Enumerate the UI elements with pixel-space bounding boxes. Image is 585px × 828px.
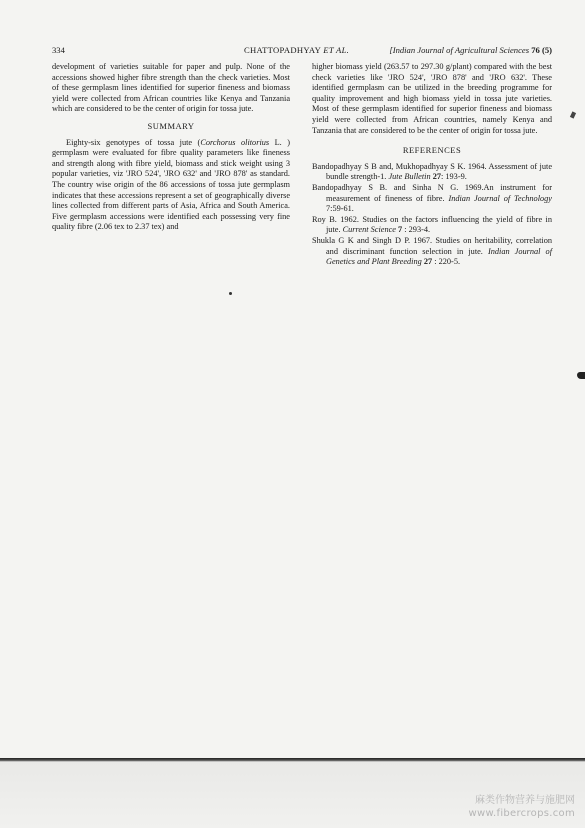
- summary-paragraph: [52, 138, 290, 233]
- species-name: Corchorus olitorius: [200, 137, 270, 147]
- et-al: ET AL.: [323, 45, 350, 55]
- reference-volume: 27: [423, 257, 433, 267]
- reference-pages: : 293-4.: [402, 225, 431, 235]
- reference-journal: Indian Journal of Genetics and Plant Breeding: [326, 246, 553, 267]
- reference-volume: 27: [432, 172, 441, 182]
- running-authors: [244, 44, 349, 56]
- page-header: [52, 44, 552, 56]
- reference-pages: : 220-5.: [432, 257, 461, 267]
- reference-journal: Jute Bulletin: [388, 172, 431, 182]
- reference-pages: 7:59-61.: [326, 204, 354, 214]
- reference-text: Bandopadhyay S B. and Sinha N G. 1969.An instrument for measurement of fineness of fibre.: [312, 182, 552, 203]
- reference-item: [312, 215, 552, 236]
- summary-text-a: Eighty-six genotypes of tossa jute (: [66, 137, 201, 147]
- references-heading: REFERENCES: [402, 145, 462, 156]
- right-intro-paragraph: higher biomass yield (263.57 to 297.30 g/plant) compared with the best check varieties like 'JRO 524', 'JRO 878' and 'JRO 632'. These identified germplasm can be utilized in the breeding programme for quality improvement and high biomass yield in tossa jute varieties. Most of these germplasm identified for superior fineness and biomass yield were collected from African countries, namely Kenya and Tanzania that are considered to be the center of origin for tossa jute.: [312, 62, 552, 135]
- author-surname: CHATTOPADHYAY: [244, 45, 321, 55]
- site-watermark: [469, 794, 576, 820]
- watermark-chinese: 麻类作物营养与施肥网: [475, 795, 575, 806]
- scan-edge-mark: [577, 372, 585, 379]
- reference-pages: : 193-9.: [441, 172, 467, 182]
- journal-name: [Indian Journal of Agricultural Sciences: [389, 45, 530, 55]
- journal-citation: [389, 44, 552, 56]
- page-number: 334: [52, 45, 65, 55]
- reference-item: [312, 183, 552, 215]
- scan-speck: [570, 111, 576, 118]
- right-column: [312, 62, 552, 268]
- reference-text: Bandopadhyay S B and, Mukhopadhyay S K. 1964. Assessment of jute bundle strength-1.: [312, 161, 552, 182]
- reference-volume: 7: [398, 225, 403, 235]
- left-column: [52, 62, 290, 233]
- reference-text: Roy B. 1962. Studies on the factors influencing the yield of fibre in jute.: [312, 214, 552, 235]
- watermark-url: www.fibercrops.com: [468, 808, 575, 819]
- reference-journal: Current Science: [342, 225, 396, 235]
- references-list: [312, 162, 552, 268]
- reference-item: [312, 236, 552, 268]
- reference-text: Shukla G K and Singh D P. 1967. Studies on heritability, correlation and discriminant function selection in jute.: [312, 235, 552, 256]
- reference-item: [312, 162, 552, 183]
- summary-heading: SUMMARY: [147, 120, 195, 131]
- reference-journal: Indian Journal of Technology: [448, 193, 552, 203]
- journal-volume: 76 (5): [531, 45, 552, 55]
- scan-speck: [229, 292, 232, 295]
- left-intro-paragraph: development of varieties suitable for paper and pulp. None of the accessions showed higher fibre strength than the check varieties. Most of these germplasm lines identified for superior fineness and biomass yield were collected from African countries like Kenya and Tanzania which are considered to be the center of origin for tossa jute.: [52, 62, 290, 114]
- summary-text-b: L. ) germplasm were evaluated for fibre quality parameters like fineness and strength along with fibre yield, biomass and stick weight using 3 popular varieties, viz 'JRO 524', 'JRO 632' and 'JRO 878' as standard. The country wise origin of the 86 accessions of tossa jute germplasm indicates that these accessions represent a set of geographically diverse lines collected from different parts of Asia, Africa and South America. Five germplasm accessions were identified each possessing very fine quality fibre (2.06 tex to 2.37 tex) and: [52, 137, 290, 232]
